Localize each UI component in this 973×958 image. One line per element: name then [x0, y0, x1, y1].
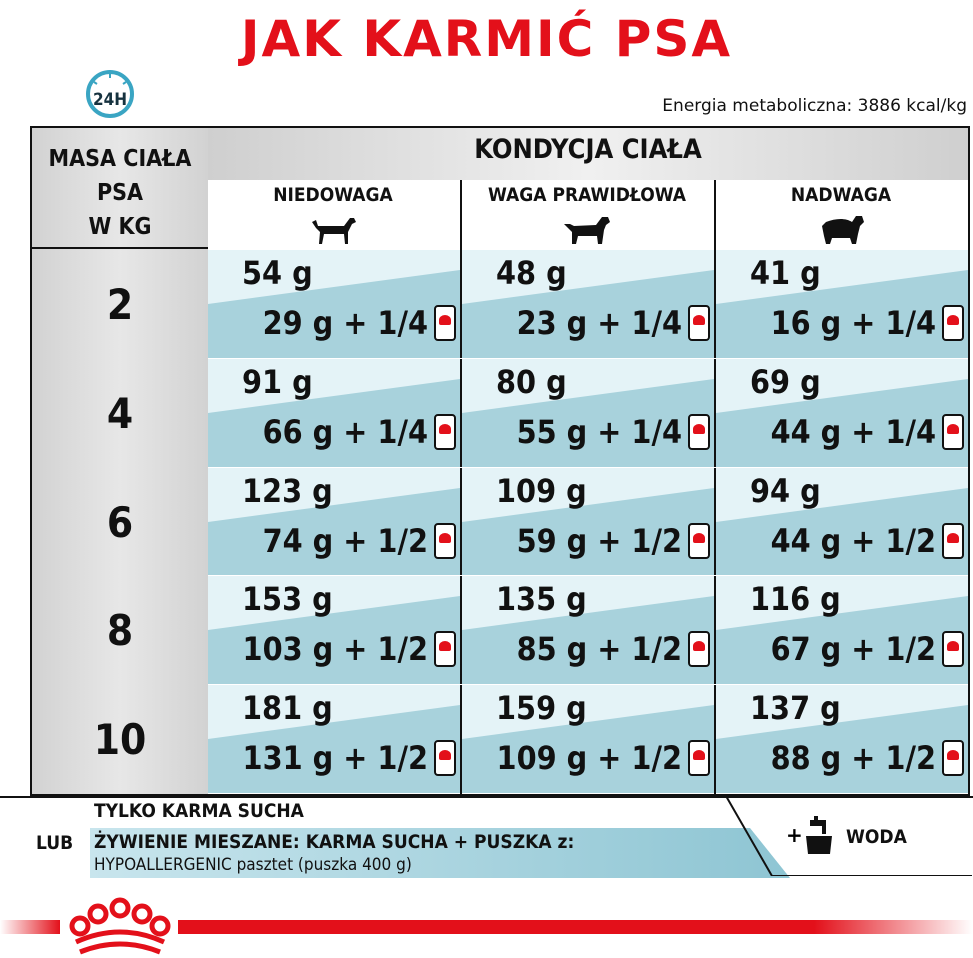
condition-header-title: KONDYCJA CIAŁA — [474, 134, 702, 165]
legend-mixed — [90, 828, 790, 878]
can-icon — [434, 740, 456, 776]
condition-label: WAGA PRAWIDŁOWA — [488, 184, 686, 206]
weight-header-line: MASA CIAŁA — [48, 146, 192, 172]
legend-or: LUB — [36, 832, 74, 854]
row-divider — [208, 467, 968, 468]
mixed-food-text: 23 g + 1/4 — [516, 304, 682, 342]
mixed-food-amount — [243, 630, 456, 668]
table-cell — [716, 468, 968, 576]
mixed-food-amount — [263, 522, 456, 560]
table-cell — [716, 250, 968, 358]
royal-canin-crown-logo — [66, 892, 174, 958]
table-cell — [716, 359, 968, 467]
weight-value: 8 — [106, 606, 134, 656]
weight-column-header — [32, 142, 208, 244]
dry-food-amount: 109 g — [496, 471, 587, 510]
mixed-food-amount — [771, 522, 964, 560]
can-icon — [434, 523, 456, 559]
mixed-food-text: 59 g + 1/2 — [516, 521, 682, 560]
water-plus: + — [786, 823, 803, 847]
dog-thin-icon — [308, 212, 358, 246]
dry-food-amount: 54 g — [242, 254, 313, 292]
feeding-table — [30, 126, 970, 796]
water-label: WODA — [846, 826, 907, 848]
dry-food-amount: 159 g — [496, 689, 587, 728]
dry-food-amount: 153 g — [242, 580, 333, 619]
mixed-food-text: 109 g + 1/2 — [496, 739, 682, 778]
condition-header — [208, 128, 968, 180]
mixed-food-amount — [771, 630, 964, 668]
dry-food-amount: 94 g — [750, 471, 821, 510]
clock-label: 24H — [92, 90, 128, 110]
mixed-food-text: 16 g + 1/4 — [770, 304, 936, 342]
mixed-food-amount — [771, 413, 964, 451]
table-cell — [462, 250, 714, 358]
weight-value: 10 — [93, 715, 147, 765]
can-icon — [434, 305, 456, 341]
dry-food-amount: 69 g — [750, 362, 821, 401]
mixed-food-text: 66 g + 1/4 — [262, 412, 428, 451]
weight-header-line: W KG — [88, 214, 152, 240]
weight-value: 2 — [106, 280, 134, 329]
weight-value: 6 — [106, 497, 134, 547]
dry-food-amount: 116 g — [750, 580, 841, 619]
can-icon — [688, 523, 710, 559]
table-cell — [208, 250, 460, 358]
can-icon — [942, 523, 964, 559]
mixed-food-text: 67 g + 1/2 — [770, 630, 936, 669]
legend-mixed-line1: ŻYWIENIE MIESZANE: KARMA SUCHA + PUSZKA z: — [94, 831, 575, 853]
dry-food-amount: 137 g — [750, 689, 841, 728]
table-cell — [208, 359, 460, 467]
can-icon — [434, 414, 456, 450]
dog-fat-icon — [816, 212, 866, 246]
can-icon — [942, 414, 964, 450]
mixed-food-amount — [517, 522, 710, 560]
mixed-food-amount — [263, 413, 456, 451]
weight-header-line: PSA — [96, 180, 144, 206]
dry-food-amount: 80 g — [496, 362, 567, 401]
mixed-food-text: 44 g + 1/4 — [770, 412, 936, 451]
header-divider — [32, 247, 208, 249]
energy-info: Energia metaboliczna: 3886 kcal/kg — [662, 96, 967, 116]
condition-label: NIEDOWAGA — [273, 184, 393, 206]
legend-dry-only: TYLKO KARMA SUCHA — [94, 800, 304, 822]
condition-normal — [462, 180, 712, 250]
mixed-food-amount — [771, 304, 964, 342]
table-cell — [208, 468, 460, 576]
table-cell — [716, 685, 968, 793]
mixed-food-amount — [517, 304, 710, 342]
can-icon — [942, 631, 964, 667]
mixed-food-text: 88 g + 1/2 — [770, 739, 936, 778]
table-cell — [462, 576, 714, 684]
mixed-food-amount — [243, 739, 456, 777]
page-title: JAK KARMIĆ PSA — [240, 10, 733, 68]
table-cell — [462, 685, 714, 793]
mixed-food-text: 131 g + 1/2 — [242, 739, 428, 778]
table-cell — [208, 576, 460, 684]
dry-food-amount: 41 g — [750, 254, 821, 292]
condition-overweight — [716, 180, 966, 250]
dry-food-amount: 135 g — [496, 580, 587, 619]
mixed-food-text: 44 g + 1/2 — [770, 521, 936, 560]
can-icon — [688, 305, 710, 341]
table-cell — [462, 359, 714, 467]
mixed-food-text: 103 g + 1/2 — [242, 630, 428, 669]
dry-food-amount: 48 g — [496, 254, 567, 292]
dry-food-amount: 123 g — [242, 471, 333, 510]
mixed-food-amount — [517, 413, 710, 451]
table-cell — [716, 576, 968, 684]
legend-mixed-line2: HYPOALLERGENIC pasztet (puszka 400 g) — [94, 855, 412, 875]
condition-underweight — [208, 180, 458, 250]
row-divider — [208, 575, 968, 576]
row-divider — [208, 684, 968, 685]
table-cell — [208, 685, 460, 793]
table-cell — [462, 468, 714, 576]
condition-label: NADWAGA — [790, 184, 892, 206]
mixed-food-amount — [497, 739, 710, 777]
mixed-food-text: 29 g + 1/4 — [262, 304, 428, 342]
dry-food-amount: 181 g — [242, 689, 333, 728]
tap-icon — [806, 816, 832, 854]
can-icon — [688, 740, 710, 776]
mixed-food-text: 74 g + 1/2 — [262, 521, 428, 560]
can-icon — [688, 631, 710, 667]
mixed-food-text: 85 g + 1/2 — [516, 630, 682, 669]
mixed-food-amount — [517, 630, 710, 668]
can-icon — [688, 414, 710, 450]
dry-food-amount: 91 g — [242, 362, 313, 401]
can-icon — [942, 740, 964, 776]
mixed-food-amount — [771, 739, 964, 777]
mixed-food-text: 55 g + 1/4 — [516, 412, 682, 451]
dog-normal-icon — [562, 212, 612, 246]
mixed-food-amount — [263, 304, 456, 342]
red-line-right — [178, 920, 973, 934]
weight-value: 4 — [106, 388, 134, 438]
can-icon — [942, 305, 964, 341]
row-divider — [208, 358, 968, 359]
red-line-left — [0, 920, 60, 934]
can-icon — [434, 631, 456, 667]
